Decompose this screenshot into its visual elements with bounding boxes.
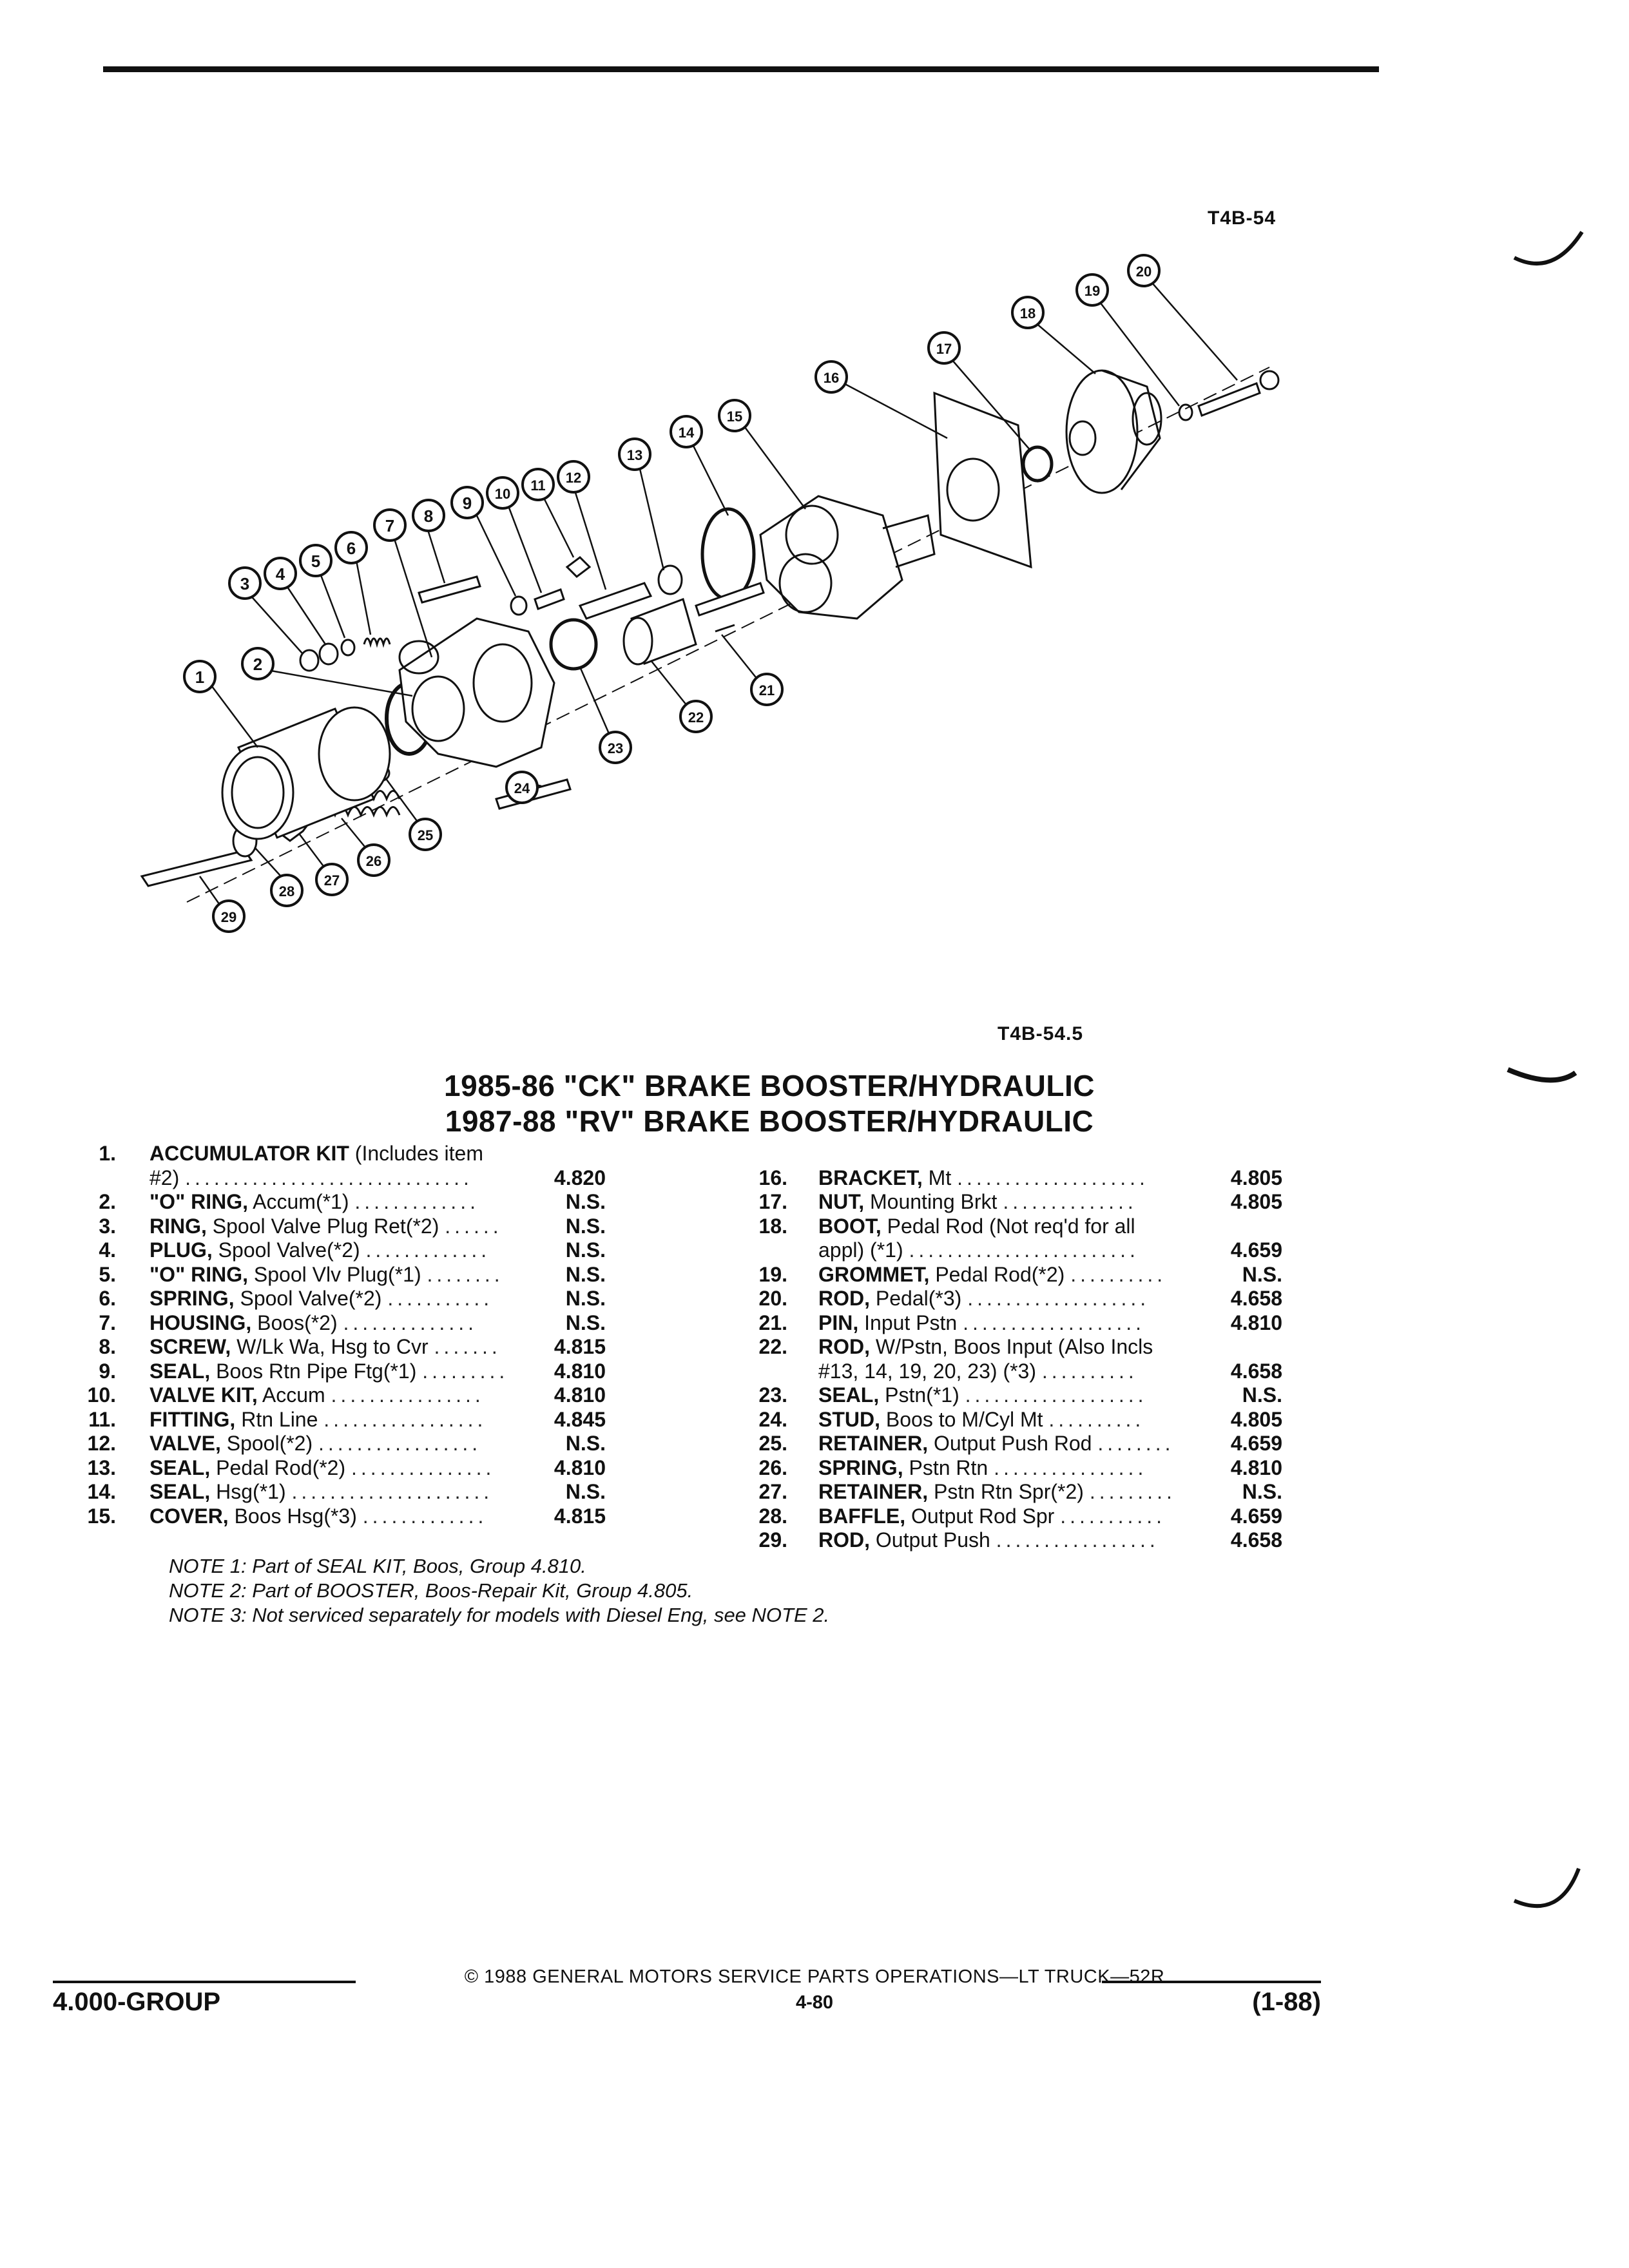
svg-text:2: 2	[253, 655, 263, 674]
part-row: 22. ROD, W/Pstn, Boos Input (Also Incls #13, 14, 19, 20, 23) (*3) .......... 4.658	[758, 1335, 1282, 1383]
part-row: 10. VALVE KIT, Accum ................ 4.810	[87, 1383, 606, 1407]
scan-mark	[1508, 1856, 1585, 1920]
svg-text:18: 18	[1019, 305, 1036, 322]
svg-text:22: 22	[688, 709, 704, 726]
footer-copyright: © 1988 GENERAL MOTORS SERVICE PARTS OPERATIONS—LT TRUCK—52R	[464, 1966, 1165, 1987]
part-row: 1. ACCUMULATOR KIT (Includes item #2) .............................. 4.820	[99, 1142, 606, 1189]
svg-text:1: 1	[195, 668, 205, 687]
part-row: 11. FITTING, Rtn Line ................. 4.845	[88, 1407, 606, 1431]
part-row: 15. COVER, Boos Hsg(*3) ............. 4.815	[87, 1504, 606, 1528]
svg-text:26: 26	[365, 853, 382, 869]
parts-list-right	[735, 1142, 1373, 1553]
section-titles	[0, 1068, 1629, 1139]
callout-21	[751, 674, 782, 705]
part-row: 7. HOUSING, Boos(*2) .............. N.S.	[99, 1311, 606, 1334]
callout-10	[487, 477, 518, 508]
part-row: 6. SPRING, Spool Valve(*2) ........... N.S.	[99, 1287, 606, 1310]
svg-text:10: 10	[494, 486, 511, 502]
scan-mark	[1508, 219, 1585, 284]
part-row: 21. PIN, Input Pstn ................... 4.810	[758, 1311, 1282, 1334]
part-nut	[1023, 447, 1052, 481]
figure-code-bottom: T4B-54.5	[998, 1023, 1084, 1044]
svg-text:25: 25	[417, 827, 434, 843]
part-row: 26. SPRING, Pstn Rtn ................ 4.810	[758, 1456, 1282, 1479]
callout-28	[271, 875, 302, 906]
part-pedal-rod-eye	[1260, 371, 1278, 389]
part-cover	[760, 496, 934, 619]
part-screw	[419, 577, 480, 602]
callout-29	[213, 901, 244, 932]
svg-text:24: 24	[514, 780, 530, 796]
svg-text:19: 19	[1084, 283, 1101, 299]
part-spool-spring	[364, 639, 390, 644]
svg-text:5: 5	[311, 552, 321, 571]
callout-1	[184, 661, 215, 692]
callout-6	[336, 532, 367, 563]
svg-text:7: 7	[385, 516, 395, 535]
svg-text:4: 4	[275, 564, 285, 584]
part-row: 28. BAFFLE, Output Rod Spr ........... 4.659	[758, 1504, 1282, 1528]
callout-12	[558, 461, 589, 492]
part-row: 27. RETAINER, Pstn Rtn Spr(*2) ......... N.S.	[758, 1480, 1282, 1503]
footer-page-number: 4-80	[795, 1992, 834, 2013]
part-bracket	[934, 393, 1031, 567]
exploded-parts-diagram	[116, 232, 1315, 966]
figure-code-top: T4B-54	[1208, 207, 1277, 229]
part-input-pin	[715, 625, 735, 631]
part-valve-kit	[535, 590, 564, 609]
callout-20	[1128, 255, 1159, 286]
part-o-ring-plug	[342, 640, 354, 655]
part-row: 25. RETAINER, Output Push Rod ........ 4.659	[758, 1432, 1282, 1455]
svg-text:23: 23	[607, 740, 624, 756]
callout-23	[600, 732, 631, 763]
parts-list-left	[52, 1142, 696, 1528]
svg-text:28: 28	[278, 883, 295, 899]
part-row: 4. PLUG, Spool Valve(*2) ............. N.S.	[99, 1238, 606, 1262]
note-1: NOTE 1: Part of SEAL KIT, Boos, Group 4.810.	[169, 1555, 586, 1577]
part-row: 20. ROD, Pedal(*3) ................... 4.658	[758, 1287, 1282, 1310]
part-row: 2. "O" RING, Accum(*1) ............. N.S.	[99, 1190, 606, 1213]
part-fitting	[567, 557, 590, 577]
part-boot	[1066, 370, 1161, 493]
part-seal-pipe	[511, 597, 526, 615]
part-row: 3. RING, Spool Valve Plug Ret(*2) ...... N.S.	[99, 1214, 606, 1238]
svg-text:8: 8	[423, 506, 434, 526]
callout-4	[265, 558, 296, 589]
callout-8	[413, 500, 444, 531]
note-2: NOTE 2: Part of BOOSTER, Boos-Repair Kit, Group 4.805.	[169, 1579, 693, 1602]
header-rule	[103, 66, 1379, 72]
part-row: 9. SEAL, Boos Rtn Pipe Ftg(*1) ......... 4.810	[99, 1359, 606, 1383]
note-3: NOTE 3: Not serviced separately for models with Diesel Eng, see NOTE 2.	[169, 1604, 830, 1626]
part-seal-housing	[702, 509, 754, 599]
callout-3	[229, 568, 260, 599]
title-line-1: 1985-86 "CK" BRAKE BOOSTER/HYDRAULIC	[444, 1069, 1095, 1102]
callout-18	[1012, 297, 1043, 328]
part-row: 12. VALVE, Spool(*2) ................. N.S.	[87, 1432, 606, 1455]
callout-19	[1077, 274, 1108, 305]
part-seal-pedal-rod	[659, 566, 682, 594]
callout-14	[671, 416, 702, 447]
svg-text:6: 6	[346, 539, 356, 558]
callout-17	[929, 332, 959, 363]
title-line-2: 1987-88 "RV" BRAKE BOOSTER/HYDRAULIC	[445, 1104, 1094, 1138]
callout-13	[619, 439, 650, 470]
part-row: 23. SEAL, Pstn(*1) ................... N.S.	[758, 1383, 1282, 1407]
svg-text:14: 14	[678, 425, 695, 441]
svg-text:16: 16	[823, 370, 840, 386]
svg-text:20: 20	[1135, 264, 1152, 280]
callout-9	[452, 487, 483, 518]
svg-text:21: 21	[758, 682, 775, 698]
part-row: 17. NUT, Mounting Brkt .............. 4.805	[758, 1190, 1282, 1213]
callout-26	[358, 845, 389, 876]
part-grommet	[1179, 405, 1192, 420]
svg-text:13: 13	[626, 447, 643, 463]
callout-25	[410, 819, 441, 850]
svg-text:27: 27	[323, 872, 340, 889]
svg-text:9: 9	[462, 494, 472, 513]
callout-16	[816, 361, 847, 392]
callout-7	[374, 510, 405, 541]
part-plug	[320, 644, 338, 664]
svg-text:3: 3	[240, 574, 250, 593]
part-row: 13. SEAL, Pedal Rod(*2) ............... 4.810	[87, 1456, 606, 1479]
footer-date: (1-88)	[1252, 1988, 1321, 2016]
part-row: 24. STUD, Boos to M/Cyl Mt .......... 4.805	[758, 1407, 1282, 1431]
callout-2	[242, 648, 273, 679]
svg-text:17: 17	[936, 341, 952, 357]
part-row: 19. GROMMET, Pedal Rod(*2) .......... N.S.	[758, 1262, 1282, 1286]
part-row: 18. BOOT, Pedal Rod (Not req'd for all appl) (*1) ........................ 4.659	[758, 1214, 1282, 1262]
svg-text:11: 11	[530, 477, 546, 494]
part-piston-seal	[551, 620, 596, 669]
part-row: 14. SEAL, Hsg(*1) ..................... N.S.	[87, 1480, 606, 1503]
svg-text:15: 15	[726, 408, 743, 425]
callout-15	[719, 400, 750, 431]
part-row: 8. SCREW, W/Lk Wa, Hsg to Cvr ....... 4.815	[99, 1335, 606, 1358]
part-spool-valve	[580, 583, 651, 619]
callout-5	[300, 545, 331, 576]
part-output-push-rod	[142, 850, 251, 886]
part-pedal-rod	[1199, 383, 1260, 416]
callout-27	[316, 864, 347, 895]
callout-22	[680, 701, 711, 732]
svg-text:12: 12	[565, 470, 582, 486]
callout-24	[506, 772, 537, 803]
part-accumulator	[222, 707, 390, 839]
notes	[169, 1554, 829, 1628]
part-row: 5. "O" RING, Spool Vlv Plug(*1) ........ N.S.	[99, 1262, 606, 1286]
part-row: 16. BRACKET, Mt .................... 4.805	[758, 1166, 1282, 1189]
callout-11	[523, 469, 554, 500]
footer-group: 4.000-GROUP	[53, 1988, 221, 2016]
svg-text:29: 29	[220, 909, 237, 925]
part-row: 29. ROD, Output Push ................. 4.658	[758, 1528, 1282, 1552]
